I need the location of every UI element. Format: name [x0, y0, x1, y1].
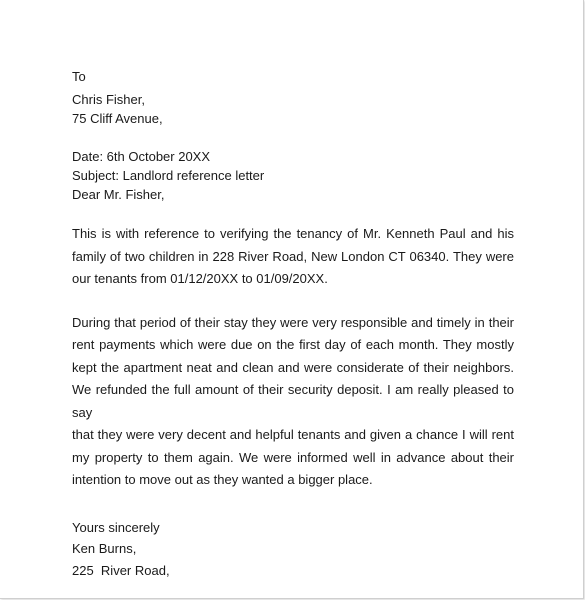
closing-block: [72, 517, 514, 582]
paragraph-line: that they were very decent and helpful tenants and given a chance I will rent: [72, 427, 514, 442]
recipient-name: Chris Fisher,: [72, 92, 145, 107]
paragraph-line: During that period of their stay they were very responsible and timely in their: [72, 314, 514, 330]
letter-subject: Subject: Landlord reference letter: [72, 168, 265, 183]
paragraph-line: our tenants from 01/12/20XX to 01/09/20XX.: [72, 271, 328, 286]
sender-address: 225 River Road,: [72, 562, 170, 578]
letter-date: Date: 6th October 20XX: [72, 149, 211, 164]
paragraph-line: kept the apartment neat and clean and were considerate of their neighbors.: [72, 359, 514, 375]
recipient-block: [72, 90, 514, 128]
sender-name: Ken Burns,: [72, 541, 137, 556]
closing-phrase: Yours sincerely: [72, 519, 160, 535]
paragraph-1: [72, 223, 514, 291]
salutation: Dear Mr. Fisher,: [72, 187, 165, 202]
paragraph-line: We refunded the full amount of their security deposit. I am really pleased to say: [72, 382, 514, 420]
paragraph-line: my property to them again. We were informed well in advance about their: [72, 449, 514, 465]
paragraph-line: This is with reference to verifying the tenancy of Mr. Kenneth Paul and his: [72, 226, 514, 241]
recipient-address: 75 Cliff Avenue,: [72, 111, 163, 126]
paragraph-line: family of two children in 228 River Road, New London CT 06340. They were: [72, 248, 514, 264]
to-block: [72, 67, 514, 86]
letter-body: [72, 67, 514, 581]
meta-block: [72, 147, 514, 204]
paragraph-line: rent payments which were due on the first day of each month. They mostly: [72, 337, 514, 352]
paragraph-2: [72, 312, 514, 492]
paragraph-line: intention to move out as they wanted a bigger place.: [72, 472, 373, 487]
to-label: To: [72, 69, 86, 84]
